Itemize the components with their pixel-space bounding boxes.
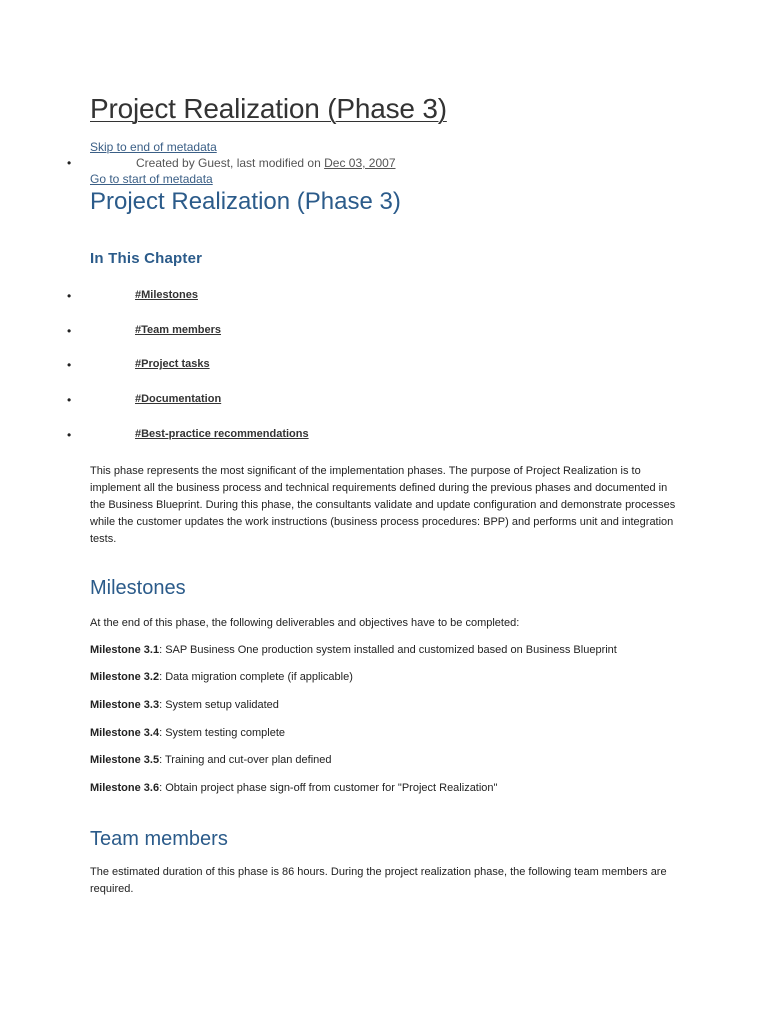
content-heading: Project Realization (Phase 3) [90, 188, 401, 215]
milestone-label: Milestone 3.3 [90, 699, 160, 711]
milestone-label: Milestone 3.1 [90, 644, 160, 656]
toc-link-documentation[interactable]: #Documentation [135, 393, 222, 405]
milestone-label: Milestone 3.2 [90, 671, 160, 683]
metadata-prefix: Created by Guest, last modified on [136, 156, 325, 170]
milestone-item [90, 671, 353, 683]
toc-link-team-members[interactable]: #Team members [135, 324, 222, 336]
toc-link-best-practice[interactable]: #Best-practice recommendations [135, 428, 309, 440]
page-metadata [136, 156, 396, 170]
page-title: Project Realization (Phase 3) [90, 93, 447, 124]
bullet: • [67, 428, 72, 442]
skip-to-end-link[interactable]: Skip to end of metadata [90, 140, 217, 154]
milestone-text: : System testing complete [159, 727, 286, 739]
modified-date-link[interactable]: Dec 03, 2007 [324, 156, 396, 170]
milestone-text: : SAP Business One production system installed and customized based on Business Blueprint [159, 644, 617, 656]
bullet: • [67, 358, 72, 372]
team-members-paragraph: The estimated duration of this phase is 86 hours. During the project realization phase, the following team members are required. [90, 866, 667, 895]
milestone-item [90, 782, 497, 794]
toc-link-milestones[interactable]: #Milestones [135, 289, 198, 301]
milestone-item [90, 754, 332, 766]
milestone-label: Milestone 3.5 [90, 754, 160, 766]
milestone-item [90, 727, 285, 739]
bullet: • [67, 289, 72, 303]
milestone-text: : Obtain project phase sign-off from customer for "Project Realization" [159, 782, 498, 794]
bullet: • [67, 393, 72, 407]
team-members-heading: Team members [90, 828, 228, 850]
milestone-label: Milestone 3.4 [90, 727, 160, 739]
milestone-item [90, 644, 617, 656]
intro-paragraph: This phase represents the most significant of the implementation phases. The purpose of Project Realization is to implement all the business process and technical requirements defined during the previous phases and documented in the Business Blueprint. During this phase, the consultants validate and update configuration and demonstrate processes while the customer updates the work instructions (business process procedures: BPP) and performs unit and integration tests. [90, 465, 676, 545]
milestones-intro: At the end of this phase, the following deliverables and objectives have to be completed: [90, 617, 520, 629]
milestone-label: Milestone 3.6 [90, 782, 160, 794]
milestones-heading: Milestones [90, 577, 186, 599]
milestone-text: : Training and cut-over plan defined [159, 754, 332, 766]
chapter-heading: In This Chapter [90, 250, 203, 267]
toc-link-project-tasks[interactable]: #Project tasks [135, 358, 210, 370]
milestone-text: : Data migration complete (if applicable) [159, 671, 353, 683]
milestone-item [90, 699, 279, 711]
go-to-start-link[interactable]: Go to start of metadata [90, 172, 213, 186]
bullet: • [67, 324, 72, 338]
milestone-text: : System setup validated [159, 699, 279, 711]
bullet: • [67, 156, 72, 170]
